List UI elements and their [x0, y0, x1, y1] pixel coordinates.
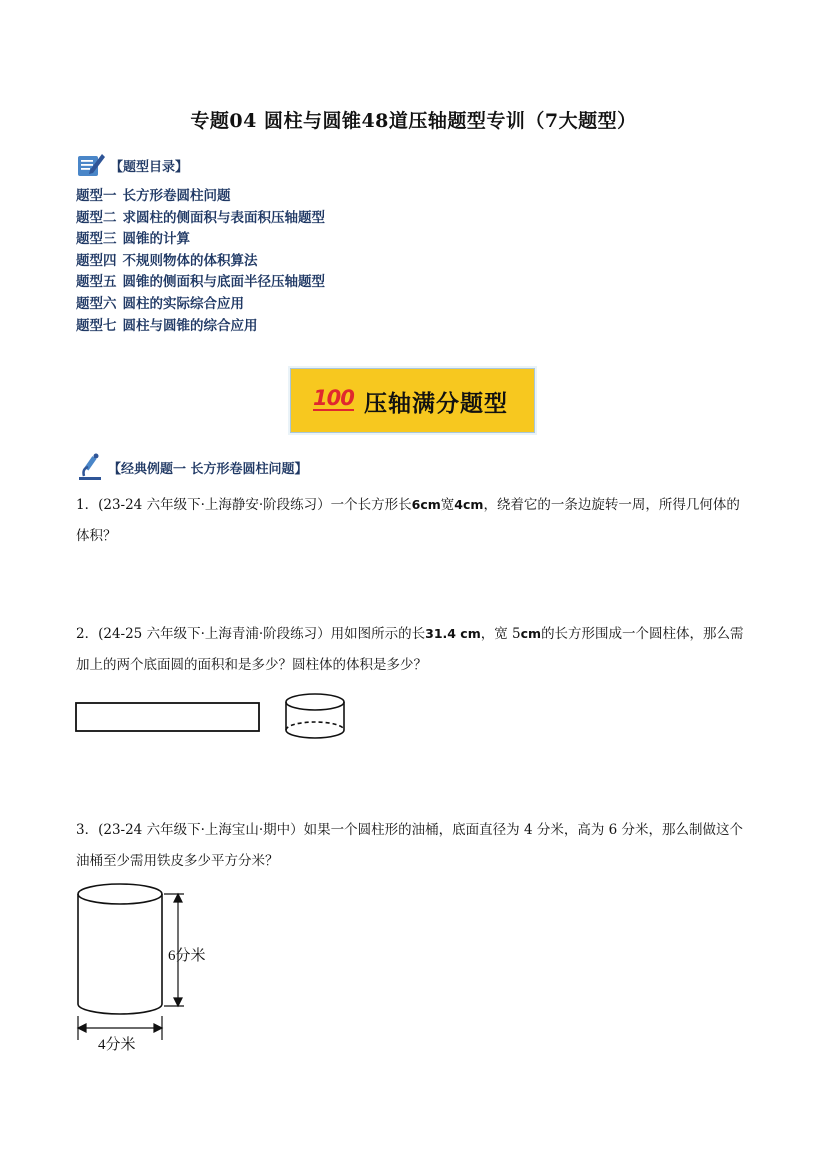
- q2-suffix: 的长方形围成一个圆柱体，那么需加上的两个底面圆的面积和是多少？圆柱体的体积是多少？: [76, 626, 744, 673]
- toc-item-label: 题型五: [76, 274, 117, 291]
- q2-mid: ，宽 5: [480, 626, 521, 642]
- q2-length: 31.4: [425, 626, 456, 641]
- toc-item[interactable]: [76, 316, 331, 338]
- toc-item-label: 题型六: [76, 295, 117, 312]
- toc-item-text: 求圆柱的侧面积与表面积压轴题型: [122, 209, 325, 226]
- q1-suffix: ，绕着它的一条边旋转一周，所得几何体的体积？: [76, 497, 740, 544]
- cylinder-shape: [286, 694, 344, 738]
- hundred-points-icon: 100: [313, 386, 354, 410]
- question-3: 3．(23-24 六年级下·上海宝山·期中）如果一个圆柱形的油桶，底面直径为 4 分米，高为 6 分米，那么制做这个油桶至少需用铁皮多少平方分米？: [76, 822, 743, 869]
- toc-item[interactable]: [76, 208, 331, 230]
- toc-item[interactable]: [76, 229, 331, 251]
- toc-item-label: 题型一: [76, 188, 117, 204]
- q1-width: 4cm: [454, 497, 484, 512]
- edit-note-icon: [76, 150, 106, 178]
- question-2: [76, 618, 752, 681]
- q2-prefix: 2．(24-25 六年级下·上海青浦·阶段练习）用如图所示的长: [76, 626, 426, 642]
- q2-unit: cm: [460, 626, 481, 641]
- toc-item-text: 圆柱的实际综合应用: [122, 295, 244, 312]
- toc-item-text: 不规则物体的体积算法: [122, 252, 258, 269]
- toc-heading: 【题型目录】: [110, 160, 189, 175]
- q1-length: 6cm: [411, 497, 441, 512]
- banner-text: 压轴满分题型: [364, 391, 508, 417]
- microscope-icon: [76, 452, 106, 482]
- full-marks-banner: [290, 368, 535, 433]
- toc-item[interactable]: [76, 251, 331, 273]
- toc-item-text: 长方形卷圆柱问题: [122, 188, 231, 204]
- toc-item[interactable]: [76, 294, 331, 316]
- toc-item-label: 题型三: [76, 231, 117, 248]
- q1-mid: 宽: [440, 497, 455, 513]
- section-heading: 【经典例题一 长方形卷圆柱问题】: [108, 462, 308, 477]
- question-1: [76, 489, 752, 552]
- toc-item-text: 圆锥的侧面积与底面半径压轴题型: [122, 274, 325, 291]
- q1-prefix: 1．(23-24 六年级下·上海静安·阶段练习）一个长方形长: [76, 497, 412, 513]
- rectangle-shape: [76, 703, 259, 731]
- height-label: 6分米: [168, 948, 206, 964]
- page-title: 专题04 圆柱与圆锥48道压轴题型专训（7大题型）: [190, 110, 637, 132]
- diameter-label: 4分米: [98, 1037, 136, 1053]
- q2-figure: [74, 690, 354, 742]
- toc-item-label: 题型四: [76, 252, 117, 269]
- q2-unit: cm: [520, 626, 542, 641]
- toc-list: [76, 186, 331, 337]
- toc-item-text: 圆锥的计算: [122, 231, 190, 248]
- toc-item-text: 圆柱与圆锥的综合应用: [122, 317, 258, 334]
- toc-item[interactable]: [76, 186, 331, 208]
- toc-item[interactable]: [76, 272, 331, 294]
- toc-item-label: 题型七: [76, 317, 117, 334]
- q3-cylinder-figure: [72, 878, 222, 1056]
- toc-item-label: 题型二: [76, 209, 117, 226]
